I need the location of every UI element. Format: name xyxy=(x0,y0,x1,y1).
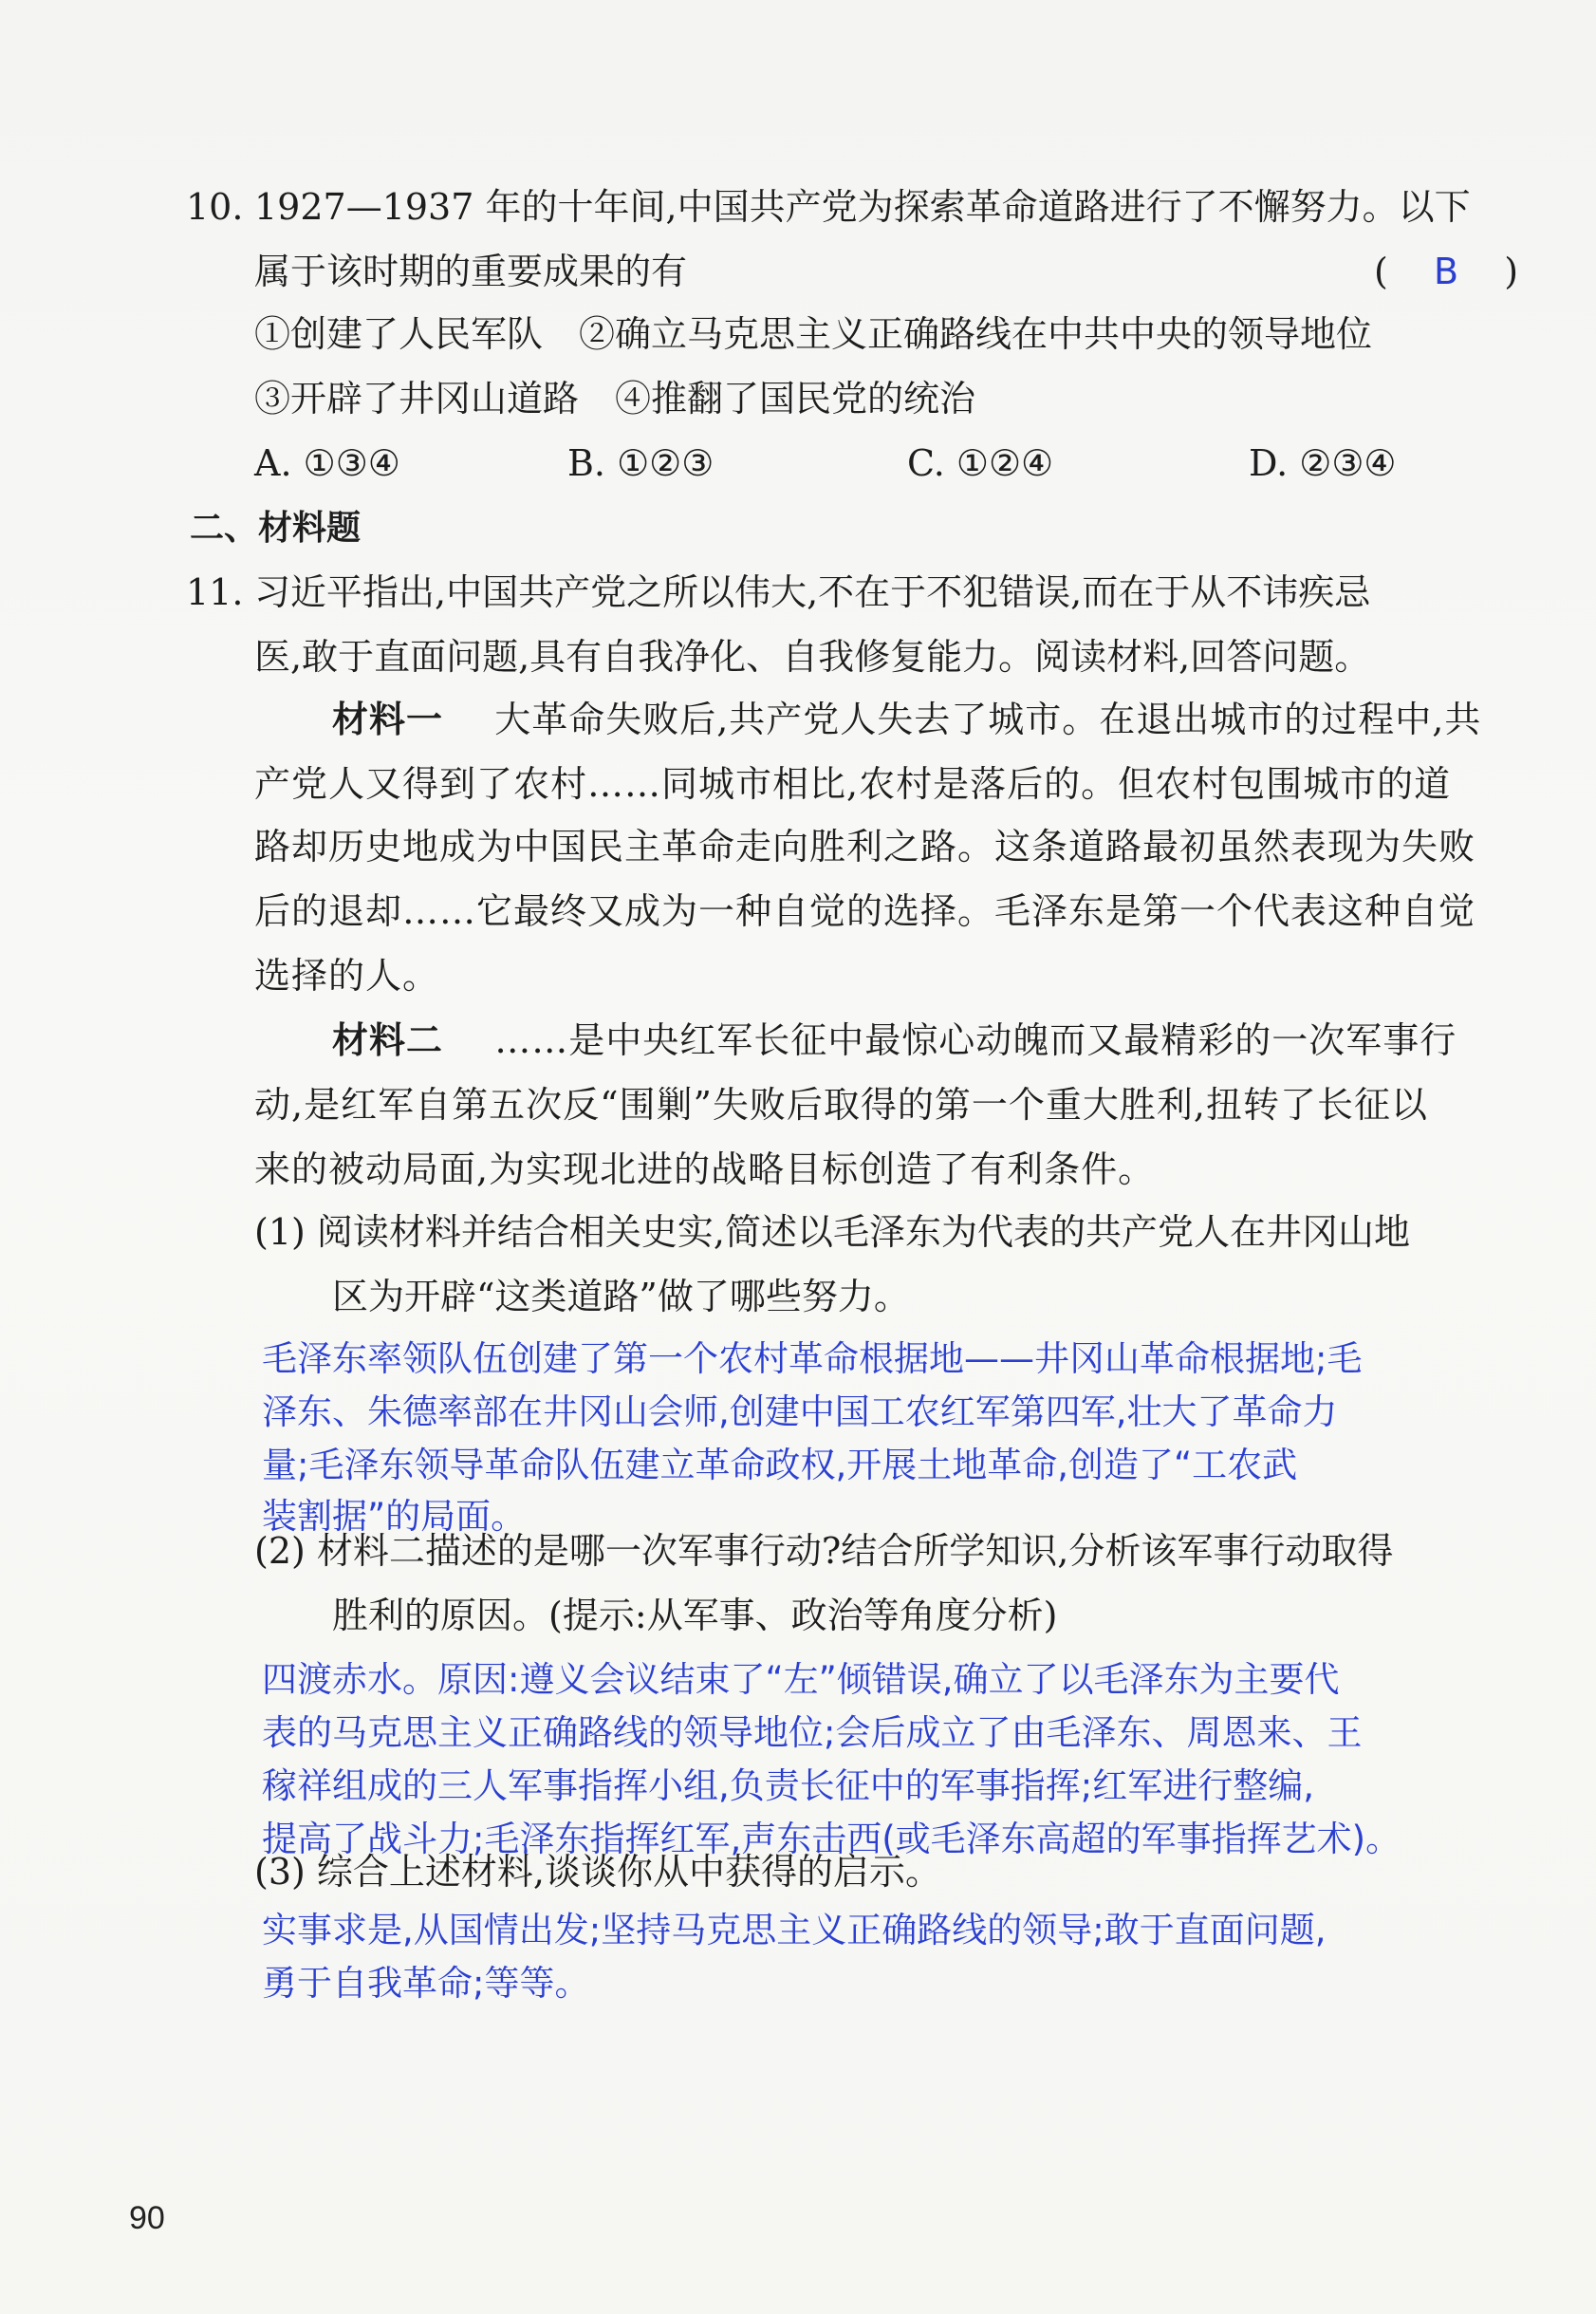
option-a-label: A. xyxy=(254,442,292,484)
question-10-stem-line1: 1927—1937 年的十年间,中国共产党为探索革命道路进行了不懈努力。以下 xyxy=(254,186,1471,228)
question-11-number: 11. xyxy=(186,571,244,613)
option-c-text: ①②④ xyxy=(956,442,1054,484)
answer-1-line4: 装割据”的局面。 xyxy=(262,1496,527,1537)
option-d-label: D. xyxy=(1249,442,1289,484)
material-1-label: 材料一 xyxy=(332,698,444,740)
material-2-line2: 动,是红军自第五次反“围剿”失败后取得的第一个重大胜利,扭转了长征以 xyxy=(254,1084,1429,1126)
answer-bracket-open: ( xyxy=(1374,251,1388,292)
answer-2-line1: 四渡赤水。原因:遵义会议结束了“左”倾错误,确立了以毛泽东为主要代 xyxy=(262,1659,1340,1700)
question-10-items-line2: ③开辟了井冈山道路 ④推翻了国民党的统治 xyxy=(254,378,976,420)
option-d-text: ②③④ xyxy=(1299,442,1397,484)
question-11-intro-line1: 习近平指出,中国共产党之所以伟大,不在于不犯错误,而在于从不讳疾忌 xyxy=(254,571,1371,613)
material-1-line3: 路却历史地成为中国民主革命走向胜利之路。这条道路最初虽然表现为失败 xyxy=(254,826,1476,868)
material-2-line3: 来的被动局面,为实现北进的战略目标创造了有利条件。 xyxy=(254,1148,1156,1190)
answer-1-line1: 毛泽东率领队伍创建了第一个农村革命根据地——井冈山革命根据地;毛 xyxy=(262,1338,1363,1379)
question-10-items-line1: ①创建了人民军队 ②确立马克思主义正确路线在中共中央的领导地位 xyxy=(254,313,1373,355)
answer-bracket xyxy=(1374,245,1518,298)
sub-question-3: (3) 综合上述材料,谈谈你从中获得的启示。 xyxy=(254,1851,941,1893)
answer-1-line3: 量;毛泽东领导革命队伍建立革命政权,开展土地革命,创造了“工农武 xyxy=(262,1445,1298,1485)
answer-bracket-close: ) xyxy=(1504,251,1519,292)
question-10-stem-line2: 属于该时期的重要成果的有 xyxy=(254,251,688,292)
material-1-text-line1: 大革命失败后,共产党人失去了城市。在退出城市的过程中,共 xyxy=(494,699,1482,740)
section-2-title: 二、材料题 xyxy=(190,508,362,548)
question-11-intro-line2: 医,敢于直面问题,具有自我净化、自我修复能力。阅读材料,回答问题。 xyxy=(254,636,1371,678)
sub-question-2-line1: (2) 材料二描述的是哪一次军事行动?结合所学知识,分析该军事行动取得 xyxy=(254,1530,1394,1572)
material-2-line1 xyxy=(332,1014,1457,1067)
question-10-answer: B xyxy=(1434,251,1459,292)
page-number: 90 xyxy=(129,2200,165,2236)
option-b xyxy=(567,437,714,490)
material-2-text-line1: ……是中央红军长征中最惊心动魄而又最精彩的一次军事行 xyxy=(494,1019,1457,1061)
option-a xyxy=(254,437,400,490)
material-1-line5: 选择的人。 xyxy=(254,955,440,997)
question-10-number: 10. xyxy=(186,186,244,228)
answer-2-line4: 提高了战斗力;毛泽东指挥红军,声东击西(或毛泽东高超的军事指挥艺术)。 xyxy=(262,1819,1401,1859)
option-d xyxy=(1249,437,1397,490)
option-c xyxy=(907,437,1053,490)
sub-question-1-line2: 区为开辟“这类道路”做了哪些努力。 xyxy=(332,1276,910,1317)
answer-3-line2: 勇于自我革命;等等。 xyxy=(262,1963,590,2004)
answer-2-line3: 稼祥组成的三人军事指挥小组,负责长征中的军事指挥;红军进行整编, xyxy=(262,1765,1314,1806)
answer-1-line2: 泽东、朱德率部在井冈山会师,创建中国工农红军第四军,壮大了革命力 xyxy=(262,1391,1338,1432)
sub-question-1-line1: (1) 阅读材料并结合相关史实,简述以毛泽东为代表的共产党人在井冈山地 xyxy=(254,1211,1410,1253)
option-b-label: B. xyxy=(567,442,606,484)
answer-3-line1: 实事求是,从国情出发;坚持马克思主义正确路线的领导;敢于直面问题, xyxy=(262,1910,1327,1950)
option-b-text: ①②③ xyxy=(617,442,714,484)
answer-2-line2: 表的马克思主义正确路线的领导地位;会后成立了由毛泽东、周恩来、王 xyxy=(262,1712,1363,1753)
material-2-label: 材料二 xyxy=(332,1018,444,1061)
material-1-line4: 后的退却……它最终又成为一种自觉的选择。毛泽东是第一个代表这种自觉 xyxy=(254,890,1476,932)
option-c-label: C. xyxy=(907,442,945,484)
material-1-line2: 产党人又得到了农村……同城市相比,农村是落后的。但农村包围城市的道 xyxy=(254,763,1452,805)
material-1-line1 xyxy=(332,693,1481,746)
sub-question-2-line2: 胜利的原因。(提示:从军事、政治等角度分析) xyxy=(332,1595,1058,1636)
option-a-text: ①③④ xyxy=(303,442,400,484)
